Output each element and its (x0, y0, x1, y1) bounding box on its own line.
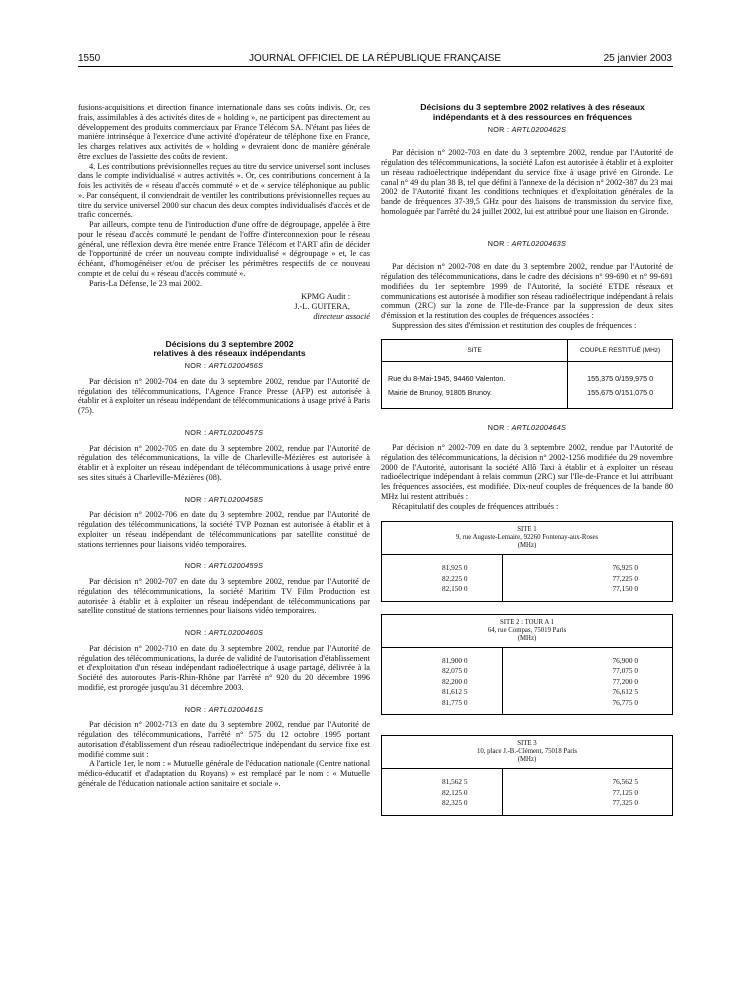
nor-reference: NOR : ARTL0200464S (487, 423, 567, 433)
site-header: SITE 3 10, place J.-B.-Clément, 75018 Paris (MHz) (382, 736, 672, 769)
site-header: SITE 2 : TOUR A 1 64, rue Compas, 75019 Paris (MHz) (382, 615, 672, 648)
restitution-table (381, 339, 673, 410)
nor-reference: NOR : ARTL0200462S (487, 124, 567, 134)
nor-reference: NOR : ARTL0200458S (184, 494, 264, 504)
decision-paragraph: Par décision n° 2002-708 en date du 3 septembre 2002, rendue par l'Autorité de régulation des télécommunications, dans le cadre des décisions n° 99-690 et n° 99-691 modifiées du 1er septembre 1999 de l'Autorité, la société ETDE réseaux et communications est autorisée à modifier son réseau radioélectrique indépendant à relais commun (2RC) sur la zone de l'Ile-de-France par la suppression de deux sites d'émission et la restitution des couples de fréquences associées : (381, 262, 673, 321)
decision-paragraph: Par décision n° 2002-710 en date du 3 septembre 2002, rendue par l'Autorité de régulation des télécommunications, la durée de validité de l'autorisation d'établissement et d'exploitation d'un réseau indépendant radioélectrique à usage partagé, délivrée à la Société des autoroutes Paris-Rhin-Rhône par l'arrêté n° 920 du 20 décembre 1996 modifié, est prorogée jusqu'au 31 décembre 2003. (78, 643, 370, 692)
site-frequencies (382, 648, 672, 715)
page-header (78, 53, 672, 67)
nor-reference: NOR : ARTL0200459S (184, 561, 264, 571)
decision-paragraph: Par décision n° 2002-709 en date du 3 septembre 2002, rendue par l'Autorité de régulation des télécommunications, la décision n° 2002-1256 modifiée du 29 novembre 2000 de l'Autorité, autorisant la société Allô Taxi à établir et à exploiter un réseau radioélectrique indépendant à relais commun (2RC) sur l'Ile-de-France et lui attribuant les fréquences associées, est modifiée. Dix-neuf couples de fréquences de la bande 80 MHz lui restent attribués : (381, 443, 673, 501)
signature-firm: KPMG Audit : (301, 292, 350, 302)
paragraph: fusions-acquisitions et direction finance internationale dans ses coûts indivis. Or, ces frais, assimilables à des activités dites de « holding », ne participent pas directement au développement des produits commerciaux par France Télécom SA. N'étant pas liées de manière intrinsèque à l'exercice d'une activité d'opérateur de téléphone fixe en France, les charges relatives aux activités de « holding » devraient donc de manière générale être exclues de l'assiette des coûts de revient. (78, 103, 370, 161)
site-frequencies (382, 769, 672, 815)
cell-couple: 155,675 0/151,075 0 (587, 388, 654, 398)
section-heading: Décisions du 3 septembre 2002 relatives à des réseaux indépendants (153, 338, 306, 359)
cell-couple: 155,375 0/159,975 0 (587, 374, 654, 384)
cell-site: Rue du 8-Mai-1945, 94460 Valenton. (382, 362, 568, 385)
page-number: 1550 (78, 53, 101, 64)
site-frequencies (382, 555, 672, 601)
site-table-2 (381, 614, 673, 716)
paragraph: Par ailleurs, compte tenu de l'introduction d'une offre de dégroupage, appelée à être pour le réseau d'accès commuté le pendant de l'offre d'interconnexion pour le réseau général, une réflexion devra être menée entre France Télécom et l'ART afin de décider de l'opportunité de créer un nouveau compte individualisé « dégroupage » et, le cas échéant, d'homogénéiser et/ou de préciser les périmètres respectifs de ce nouveau compte et de celui du « réseau d'accès commuté ». (78, 220, 370, 278)
decision-paragraph: A l'article 1er, le nom : « Mutuelle générale de l'éducation nationale (Centre national médico-éducatif et d'adaptation du Royans) » est remplacé par le nom : « Mutuelle générale de l'éducation nationale action sanitaire et sociale ». (78, 759, 370, 788)
decision-paragraph: Par décision n° 2002-713 en date du 3 septembre 2002, rendue par l'Autorité de régulation des télécommunications, l'arrêté n° 575 du 12 octobre 1995 portant autorisation d'établissement d'un réseau radioélectrique indépendant du service fixe est modifié comme suit : (78, 720, 370, 759)
site-header: SITE 1 9, rue Auguste-Lemaire, 92260 Fontenay-aux-Roses (MHz) (382, 522, 672, 555)
nor-reference: NOR : ARTL0200463S (487, 238, 567, 248)
left-column (78, 103, 370, 789)
table-row (382, 362, 673, 385)
section-heading: Décisions du 3 septembre 2002 relatives à des réseaux indépendants et à des ressources en fréquences (420, 102, 645, 122)
issue-date: 25 janvier 2003 (603, 53, 672, 64)
nor-reference: NOR : ARTL0200457S (184, 427, 264, 437)
frequency-column-left: 81,900 0 82,075 0 82,200 0 81,612 5 81,775 0 (382, 648, 503, 715)
frequency-column-left: 81,562 5 82,125 0 82,325 0 (382, 769, 503, 815)
decision-paragraph: Par décision n° 2002-704 en date du 3 septembre 2002, rendue par l'Autorité de régulation des télécommunications, l'Agence France Presse (AFP) est autorisée à établir et à exploiter un réseau indépendant de télécommunications à usage privé à Paris (75). (78, 376, 370, 416)
right-column (381, 103, 673, 824)
table-row (382, 384, 673, 409)
decision-paragraph: Par décision n° 2002-705 en date du 3 septembre 2002, rendue par l'Autorité de régulation des télécommunications, la ville de Charleville-Mézières est autorisée à établir et à exploiter un réseau indépendant de télécommunications à usage privé entre ses sites situés à Charleville-Mézières (08). (78, 443, 370, 482)
journal-title: JOURNAL OFFICIEL DE LA RÉPUBLIQUE FRANÇAISE (248, 53, 502, 64)
header-rule (78, 66, 673, 67)
site-table-1 (381, 521, 673, 602)
frequency-column-right: 76,562 5 77,125 0 77,325 0 (612, 777, 639, 808)
signature-role: directeur associé (313, 311, 370, 321)
decision-paragraph: Récapitulatif des couples de fréquences attribués : (392, 501, 559, 511)
nor-reference: NOR : ARTL0200461S (184, 704, 264, 714)
frequency-column-right: 76,925 0 77,225 0 77,150 0 (612, 563, 639, 594)
column-header-site: SITE (382, 339, 568, 362)
decision-paragraph: Par décision n° 2002-706 en date du 3 septembre 2002, rendue par l'Autorité de régulation des télécommunications, la société TVP Poznan est autorisée à établir et à exploiter un réseau indépendant de télécommunications par satellite constitué de stations terriennes pour liaisons vidéo temporaires. (78, 510, 370, 549)
frequency-column-right: 76,900 0 77,075 0 77,200 0 76,612 5 76,775 0 (612, 655, 639, 707)
cell-site: Mairie de Brunoy, 91805 Brunoy. (382, 384, 568, 409)
nor-reference: NOR : ARTL0200456S (184, 361, 264, 371)
decision-paragraph: Par décision n° 2002-703 en date du 3 septembre 2002, rendue par l'Autorité de régulation des télécommunications, la société Lafon est autorisée à établir et à exploiter un réseau radioélectrique indépendant du service fixe à usage privé en Gironde. Le canal n° 49 du plan 38 B, tel que défini à l'annexe de la décision n° 2002-387 du 23 mai 2002 de l'Autorité fixant les conditions techniques et d'exploitation générales de la bande de fréquences 37-39,5 GHz pour des liaisons de transmission du service fixe, homologuée par l'arrêté du 24 juillet 2002, lui est attribué pour une liaison en Gironde. (381, 148, 673, 216)
decision-paragraph: Suppression des sites d'émission et restitution des couples de fréquences : (392, 320, 637, 330)
frequency-column-left: 81,925 0 82,225 0 82,150 0 (382, 555, 503, 601)
site-table-3 (381, 735, 673, 816)
column-header-couple: COUPLE RESTITUÉ (MHz) (568, 339, 673, 362)
decision-paragraph: Par décision n° 2002-707 en date du 3 septembre 2002, rendue par l'Autorité de régulation des télécommunications, la société Maritim TV Film Production est autorisée à établir et à exploiter un réseau indépendant de télécommunications par satellite constitué de stations terriennes pour liaisons vidéo temporaires. (78, 577, 370, 616)
signature-name: J.-L. GUITERA, (294, 302, 350, 311)
paragraph: 4. Les contributions prévisionnelles reçues au titre du service universel sont incluses dans le compte individualisé « autres activités ». Or, ces contributions concernent à la fois les activités de « réseau d'accès commuté » et de « service téléphonique au public ». Par conséquent, il conviendrait de ventiler les contributions prévisionnelles reçues au titre du service universel 2000 sur chacun des deux comptes individualisés d'accès et de trafic concernés. (78, 161, 370, 220)
nor-reference: NOR : ARTL0200460S (184, 628, 264, 638)
place-date: Paris-La Défense, le 23 mai 2002. (89, 278, 203, 288)
